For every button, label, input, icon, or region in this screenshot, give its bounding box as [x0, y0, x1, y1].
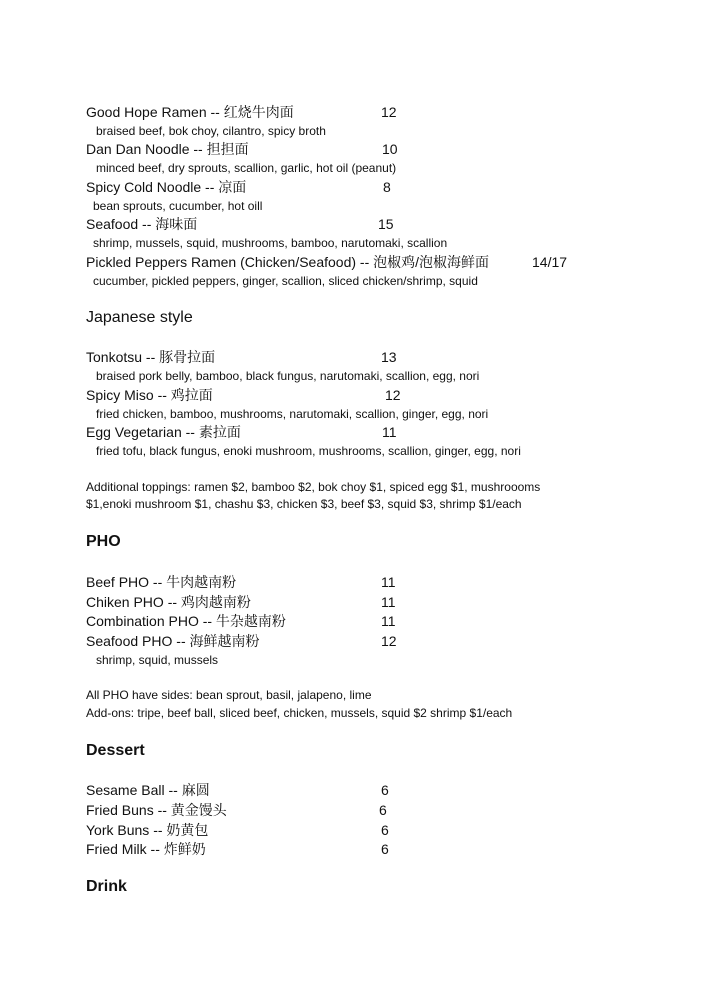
section-title-drink: Drink — [86, 878, 127, 895]
menu-item-name: Tonkotsu -- 豚骨拉面 — [86, 349, 216, 365]
menu-item-price: 12 — [381, 633, 397, 649]
menu-item-name: Chiken PHO -- 鸡肉越南粉 — [86, 594, 251, 610]
menu-item-name: Spicy Cold Noodle -- 凉面 — [86, 179, 247, 195]
menu-item-description: shrimp, mussels, squid, mushrooms, bamboo, narutomaki, scallion — [93, 236, 448, 250]
menu-item-name: Seafood PHO -- 海鲜越南粉 — [86, 633, 260, 649]
menu-item-name: Egg Vegetarian -- 素拉面 — [86, 424, 241, 440]
menu-item-name: Beef PHO -- 牛肉越南粉 — [86, 574, 237, 590]
menu-item-name: Good Hope Ramen -- 红烧牛肉面 — [86, 104, 294, 120]
menu-item-price: 11 — [381, 574, 396, 590]
section-title-pho: PHO — [86, 533, 121, 550]
menu-item-name: Combination PHO -- 牛杂越南粉 — [86, 613, 286, 629]
menu-item-name: Fried Buns -- 黄金馒头 — [86, 802, 227, 818]
menu-item-description: cucumber, pickled peppers, ginger, scallion, sliced chicken/shrimp, squid — [93, 274, 478, 288]
pho-sides-note: All PHO have sides: bean sprout, basil, jalapeno, lime — [86, 688, 372, 702]
menu-item-description: fried tofu, black fungus, enoki mushroom, mushrooms, scallion, ginger, egg, nori — [96, 444, 521, 458]
menu-item-price: 6 — [379, 802, 387, 818]
menu-item-description: braised pork belly, bamboo, black fungus, narutomaki, scallion, egg, nori — [96, 369, 480, 383]
toppings-note: $1,enoki mushroom $1, chashu $3, chicken $3, beef $3, squid $3, shrimp $1/each — [86, 497, 522, 511]
menu-item-price: 11 — [381, 613, 396, 629]
menu-item-price: 14/17 — [532, 254, 568, 270]
menu-item-price: 15 — [378, 216, 394, 232]
menu-item-description: braised beef, bok choy, cilantro, spicy broth — [96, 124, 326, 138]
pho-addons-note: Add-ons: tripe, beef ball, sliced beef, chicken, mussels, squid $2 shrimp $1/each — [86, 706, 513, 720]
menu-item-price: 12 — [385, 387, 401, 403]
menu-item-price: 6 — [381, 782, 389, 798]
menu-item-name: Sesame Ball -- 麻圆 — [86, 782, 210, 798]
menu-item-name: Pickled Peppers Ramen (Chicken/Seafood) -- 泡椒鸡/泡椒海鲜面 — [86, 254, 490, 270]
menu-item-description: minced beef, dry sprouts, scallion, garlic, hot oil (peanut) — [96, 161, 397, 175]
menu-item-name: Spicy Miso -- 鸡拉面 — [86, 387, 213, 403]
menu-item-price: 6 — [381, 822, 389, 838]
menu-item-price: 10 — [382, 141, 398, 157]
menu-item-description: shrimp, squid, mussels — [96, 653, 219, 667]
menu-item-name: Fried Milk -- 炸鲜奶 — [86, 841, 206, 857]
section-title-japanese: Japanese style — [86, 309, 193, 326]
section-title-dessert: Dessert — [86, 742, 145, 759]
menu-item-price: 11 — [381, 594, 396, 610]
toppings-note: Additional toppings: ramen $2, bamboo $2, bok choy $1, spiced egg $1, mushroooms — [86, 480, 541, 494]
menu-item-name: Seafood -- 海味面 — [86, 216, 198, 232]
menu-item-price: 12 — [381, 104, 397, 120]
menu-item-price: 13 — [381, 349, 397, 365]
menu-item-price: 6 — [381, 841, 389, 857]
menu-item-name: York Buns -- 奶黄包 — [86, 822, 209, 838]
menu-item-price: 11 — [382, 424, 397, 440]
menu-item-price: 8 — [383, 179, 391, 195]
menu-item-description: bean sprouts, cucumber, hot oill — [93, 199, 263, 213]
menu-item-name: Dan Dan Noodle -- 担担面 — [86, 141, 249, 157]
menu-item-description: fried chicken, bamboo, mushrooms, narutomaki, scallion, ginger, egg, nori — [96, 407, 489, 421]
